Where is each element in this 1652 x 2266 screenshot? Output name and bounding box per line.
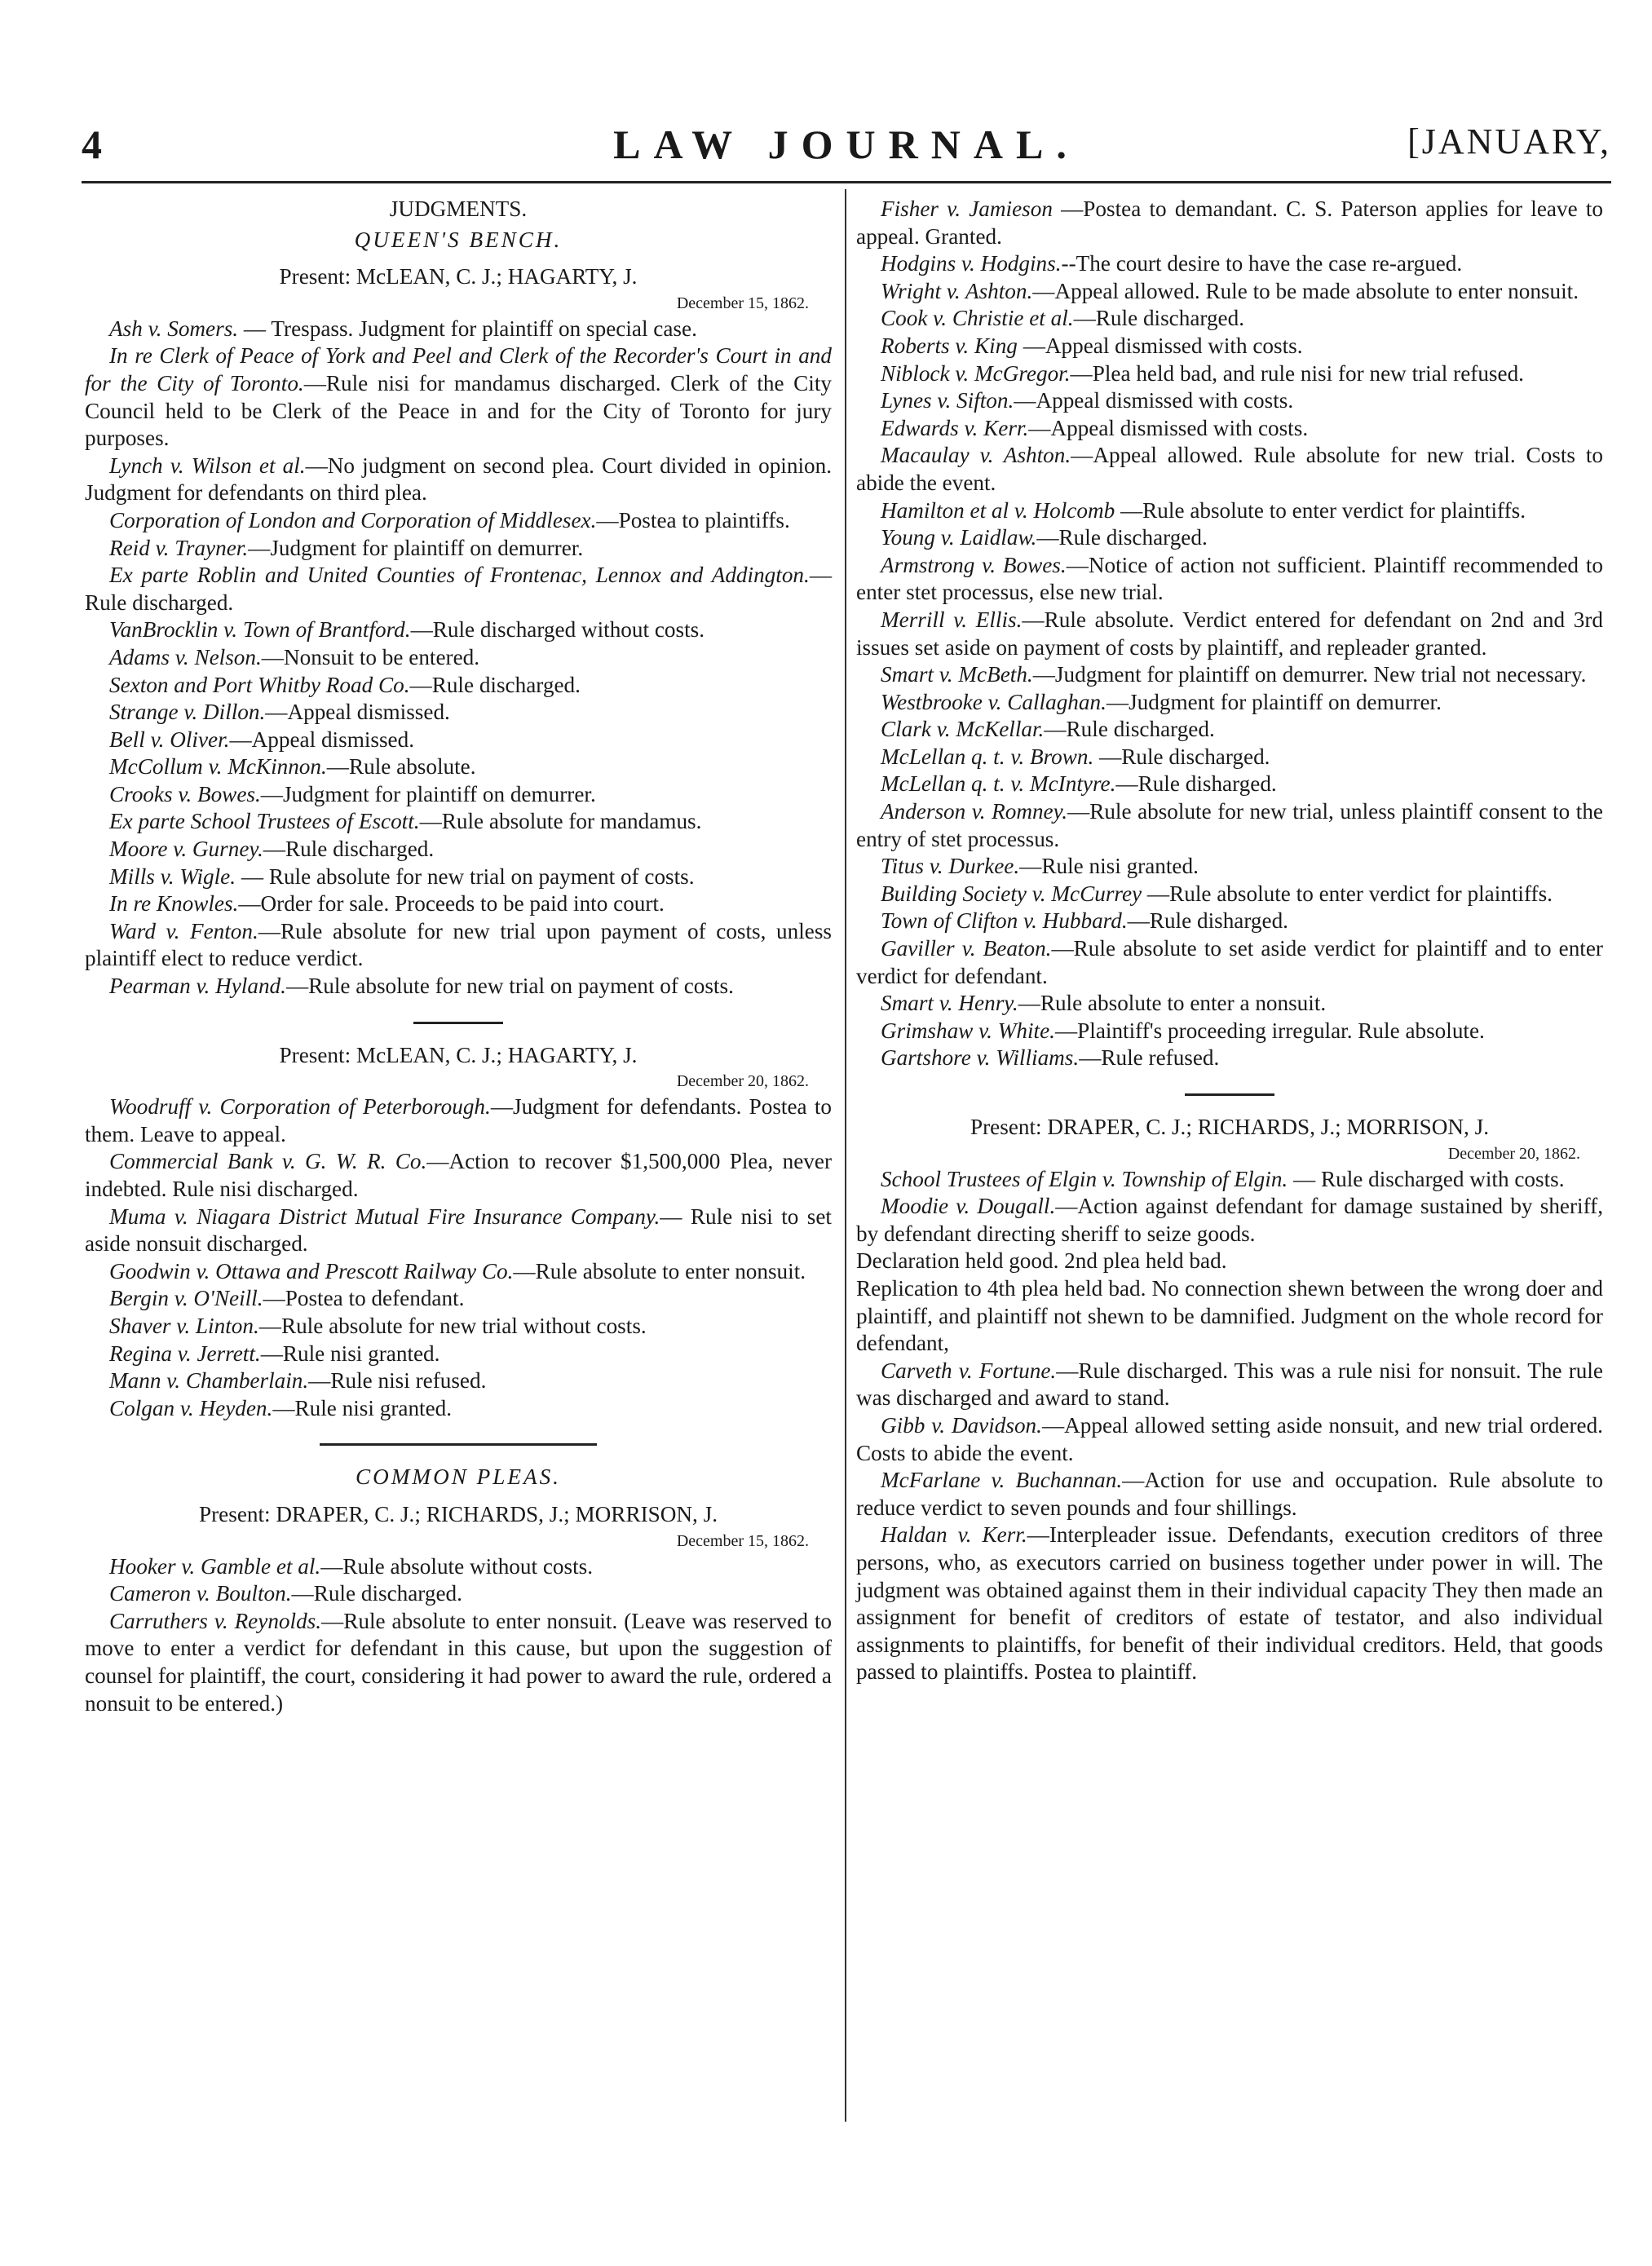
date-line: December 20, 1862. [676,1072,809,1091]
case-name: Mills v. Wigle. [109,864,236,889]
case-name: McLellan q. t. v. McIntyre. [881,771,1116,797]
case-entry [856,853,1603,881]
case-ruling: —Judgment for defendants. Postea to them. Leave to appeal. [85,1094,832,1146]
case-entry [85,342,832,452]
case-ruling: —Rule discharged. [85,563,832,615]
case-ruling: —Rule absolute to enter verdict for plaintiffs. [1142,881,1553,906]
case-ruling: — Rule absolute for new trial on payment of costs. [236,864,695,889]
case-entry [85,727,832,754]
case-entry [856,935,1603,990]
case-entry [856,1412,1603,1467]
case-name: Westbrooke v. Callaghan. [881,689,1106,714]
case-entry [85,316,832,343]
present-line: Present: DRAPER, C. J.; RICHARDS, J.; MORRISON, J. [199,1501,718,1526]
case-name: Titus v. Durkee. [881,854,1020,879]
case-entry [856,552,1603,607]
case-ruling: — Rule discharged with costs. [1288,1166,1565,1191]
case-ruling: —Rule disharged. [1115,771,1277,797]
column-divider [845,189,846,2122]
case-name: Ex parte Roblin and United Counties of Frontenac, Lennox and Addington. [109,563,810,588]
case-list [856,1166,1603,1248]
case-name: Gaviller v. Beaton. [881,936,1052,961]
case-name: Roberts v. King [881,333,1018,358]
case-ruling: —Rule refused. [1079,1045,1220,1071]
case-ruling: —Rule nisi refused. [308,1368,487,1394]
case-name: Smart v. Henry. [881,991,1018,1016]
case-entry [85,672,832,700]
case-name: Anderson v. Romney. [881,799,1067,824]
case-name: Wright v. Ashton. [881,278,1033,303]
case-name: Ward v. Fenton. [109,918,258,943]
section-separator [413,1022,503,1024]
case-ruling: —Rule discharged without costs. [410,617,705,643]
right-column [856,196,1603,1686]
case-ruling: --The court desire to have the case re-argued. [1061,251,1463,276]
case-entry [856,689,1603,717]
case-list [856,196,1603,1072]
case-entry [856,716,1603,744]
case-entry [85,1553,832,1581]
case-entry [856,1018,1603,1045]
case-list [856,1358,1603,1686]
case-ruling: —Rule absolute. Verdict entered for defendant on 2nd and 3rd issues set aside on payment of costs by plaintiff, and repleader granted. [856,607,1603,660]
court-heading-queens-bench: QUEEN'S BENCH. [354,227,563,252]
case-ruling: —Order for sale. Proceeds to be paid into court. [238,891,665,917]
case-entry [85,808,832,836]
case-ruling: —Action against defendant for damage sustained by sheriff, by defendant directing sheriff to seize goods. [856,1194,1604,1246]
case-name: Cook v. Christie et al. [881,306,1074,331]
case-entry [856,1358,1603,1412]
case-ruling: —Rule absolute. [326,754,476,780]
case-name: Grimshaw v. White. [881,1018,1055,1043]
case-name: Ex parte School Trustees of Escott. [109,809,420,834]
case-entry [856,607,1603,661]
case-entry [85,1395,832,1423]
case-ruling: —Rule nisi granted. [260,1341,440,1366]
case-ruling: —Rule absolute for new trial without costs. [258,1313,647,1338]
case-name: Regina v. Jerrett. [109,1341,261,1366]
case-ruling: —Appeal dismissed with costs. [1014,388,1294,413]
case-entry [856,196,1603,250]
case-ruling: —No judgment on second plea. Court divided in opinion. Judgment for defendants on third plea. [85,453,832,506]
case-entry [856,1045,1603,1072]
case-entry [85,1093,832,1148]
case-entry [856,333,1603,360]
case-name: Adams v. Nelson. [109,644,262,669]
case-text: Replication to 4th plea held bad. No connection shewn between the wrong doer and plaintiff, and plaintiff not shewn to be damnified. Judgment on the whole record for defendant, [856,1275,1603,1356]
case-name: Shaver v. Linton. [109,1313,259,1338]
date-line: December 20, 1862. [1447,1144,1580,1163]
case-ruling: —Rule absolute to set aside verdict for plaintiff and to enter verdict for defendant. [856,936,1603,988]
case-ruling: —Rule nisi granted. [1019,854,1199,879]
date-line: December 15, 1862. [676,1531,809,1550]
case-entry [85,973,832,1000]
case-ruling: —Rule disharged. [1127,908,1288,934]
case-entry [85,507,832,535]
case-ruling: —Appeal allowed setting aside nonsuit, and new trial ordered. Costs to abide the event. [856,1412,1603,1465]
case-entry [85,699,832,727]
case-name: Mann v. Chamberlain. [109,1368,309,1394]
case-entry [85,1608,832,1717]
case-entry [856,1467,1603,1522]
case-name: VanBrocklin v. Town of Brantford. [109,617,411,643]
case-name: Hooker v. Gamble et al. [109,1553,321,1579]
case-ruling: —Rule discharged. [291,1581,462,1606]
case-entry [856,387,1603,415]
case-entry [85,616,832,644]
case-ruling: —Action to recover $1,500,000 Plea, never indebted. Rule nisi discharged. [85,1149,833,1201]
case-ruling: —Appeal allowed. Rule to be made absolute to enter nonsuit. [1032,278,1579,303]
case-name: Cameron v. Boulton. [109,1581,292,1606]
journal-title: LAW JOURNAL. [613,121,1080,167]
case-entry [85,1367,832,1395]
case-name: Strange v. Dillon. [109,700,266,725]
case-name: Moore v. Gurney. [109,837,263,862]
case-entry [85,781,832,809]
court-heading-common-pleas: COMMON PLEAS. [356,1464,561,1490]
case-name: Reid v. Trayner. [109,535,249,560]
case-name: Edwards v. Kerr. [881,415,1029,440]
case-entry [856,1522,1603,1686]
case-entry [856,908,1603,935]
case-name: In re Knowles. [109,891,239,917]
case-name: Sexton and Port Whitby Road Co. [109,672,410,697]
case-ruling: —Appeal allowed. Rule absolute for new trial. Costs to abide the event. [856,443,1603,495]
case-entry [856,305,1603,333]
case-name: Carveth v. Fortune. [881,1358,1057,1383]
case-entry [856,360,1603,388]
header-month: [JANUARY, [1407,121,1611,161]
case-ruling: —Judgment for plaintiff on demurrer. [1106,689,1442,714]
case-name: Lynch v. Wilson et al. [109,453,306,478]
section-title: JUDGMENTS. [389,197,528,221]
case-ruling: —Rule absolute to enter verdict for plaintiffs. [1115,497,1526,523]
case-entry [85,836,832,864]
case-name: School Trustees of Elgin v. Township of Elgin. [881,1166,1288,1191]
case-ruling: —Rule absolute for new trial on payment of costs. [285,974,734,999]
case-entry [85,453,832,507]
case-ruling: —Appeal dismissed with costs. [1028,415,1309,440]
case-entry [856,524,1603,552]
case-name: Haldan v. Kerr. [881,1522,1027,1548]
case-name: McFarlane v. Buchannan. [881,1468,1123,1493]
case-ruling: —Postea to plaintiffs. [596,507,790,532]
case-name: Carruthers v. Reynolds. [109,1608,322,1633]
case-name: Woodruff v. Corporation of Peterborough. [109,1094,491,1120]
case-entry [856,881,1603,908]
case-text: Declaration held good. 2nd plea held bad. [856,1248,1227,1274]
present-line: Present: McLEAN, C. J.; HAGARTY, J. [279,1042,638,1067]
case-entry [856,744,1603,771]
case-entry [85,1341,832,1368]
case-ruling: —Notice of action not sufficient. Plaintiff recommended to enter stet processus, else new trial. [856,552,1603,605]
case-entry [856,990,1603,1018]
case-name: Fisher v. Jamieson [881,197,1053,221]
case-name: Merrill v. Ellis. [881,607,1023,632]
case-ruling: —Judgment for plaintiff on demurrer. New trial not necessary. [1032,662,1587,687]
case-entry [85,918,832,973]
case-ruling: —Rule absolute for new trial upon payment of costs, unless plaintiff elect to reduce verdict. [85,918,833,971]
case-entry [85,1204,832,1258]
case-entry [85,562,832,616]
case-ruling: —Rule discharged. [1073,306,1245,331]
case-list [85,1093,832,1422]
case-ruling: —Rule nisi for mandamus discharged. Clerk of the City Council held to be Clerk of the Peace in and for the City of Toronto for jury purposes. [85,370,832,451]
case-name: Gibb v. Davidson. [881,1412,1042,1438]
case-ruling: — Trespass. Judgment for plaintiff on special case. [238,316,697,341]
case-name: Town of Clifton v. Hubbard. [881,908,1128,934]
case-ruling: —Rule discharged. This was a rule nisi for nonsuit. The rule was discharged and award to stand. [856,1358,1604,1411]
case-name: Building Society v. McCurrey [881,881,1142,906]
case-name: Hodgins v. Hodgins. [881,251,1062,276]
case-entry [85,1285,832,1313]
case-entry [85,1148,832,1203]
case-name: Smart v. McBeth. [881,662,1033,687]
case-entry [856,250,1603,278]
case-name: Clark v. McKellar. [881,717,1045,742]
case-ruling: —Rule discharged. [409,672,581,697]
case-entry [85,1258,832,1286]
case-ruling: —Appeal dismissed. [265,700,450,725]
case-name: Bell v. Oliver. [109,727,230,752]
case-name: Ash v. Somers. [109,316,239,341]
case-entry [85,753,832,781]
case-ruling: —Rule absolute for new trial, unless plaintiff consent to the entry of stet processus. [856,799,1603,851]
case-name: Crooks v. Bowes. [109,781,261,806]
case-ruling: —Action for use and occupation. Rule absolute to reduce verdict to seven pounds and four shillings. [856,1468,1603,1520]
case-ruling: —Rule discharged. [1036,525,1208,550]
case-ruling: —Rule discharged. [1044,717,1215,742]
case-entry [856,1166,1603,1194]
case-ruling: —Appeal dismissed. [229,727,415,752]
case-list [85,1553,832,1718]
case-name: In re Clerk of Peace of York and Peel and Clerk of the Recorder's Court in and for the City of Toronto. [85,343,832,395]
case-ruling: —Rule discharged. [263,837,435,862]
case-name: Bergin v. O'Neill. [109,1286,263,1311]
case-name: Macaulay v. Ashton. [881,443,1071,468]
section-separator [320,1443,597,1446]
case-entry [85,890,832,918]
case-ruling: —Plea held bad, and rule nisi for new trial refused. [1070,360,1524,386]
case-ruling: —Rule nisi granted. [272,1395,453,1420]
section-separator [1185,1093,1274,1096]
case-entry [856,661,1603,689]
case-entry [85,535,832,563]
case-ruling: —Rule discharged. [1093,744,1270,769]
left-column [85,196,832,1717]
case-entry [856,442,1603,497]
case-name: Corporation of London and Corporation of Middlesex. [109,507,597,532]
page-header [82,121,1611,178]
case-ruling: —Appeal dismissed with costs. [1017,333,1303,358]
case-entry [85,1313,832,1341]
case-ruling: —Judgment for plaintiff on demurrer. [260,781,596,806]
case-ruling: —Postea to demandant. C. S. Paterson applies for leave to appeal. Granted. [856,197,1604,249]
case-entry [85,1580,832,1608]
case-ruling: —Judgment for plaintiff on demurrer. [248,535,584,560]
page-number: 4 [82,121,102,167]
date-line: December 15, 1862. [676,294,809,312]
case-ruling: —Rule absolute for mandamus. [419,809,702,834]
case-ruling: —Rule absolute to enter nonsuit. (Leave was reserved to move to enter a verdict for defendant in this cause, but upon the suggestion of counsel for plaintiff, the court, considering it had power to award the rule, ordered a nonsuit to be entered.) [85,1608,833,1716]
case-ruling: —Rule absolute without costs. [320,1553,593,1579]
case-list [85,316,832,1000]
present-line: Present: DRAPER, C. J.; RICHARDS, J.; MORRISON, J. [970,1115,1489,1139]
case-name: Muma v. Niagara District Mutual Fire Insurance Company. [109,1204,660,1229]
case-entry [856,798,1603,853]
case-name: Moodie v. Dougall. [881,1194,1056,1219]
present-line: Present: McLEAN, C. J.; HAGARTY, J. [279,264,638,289]
case-name: McCollum v. McKinnon. [109,754,327,780]
case-ruling: —Rule absolute to enter nonsuit. [513,1258,806,1283]
case-name: Young v. Laidlaw. [881,525,1037,550]
case-entry [856,278,1603,306]
case-ruling: —Plaintiff's proceeding irregular. Rule absolute. [1054,1018,1485,1043]
case-name: Hamilton et al v. Holcomb [881,497,1115,523]
case-name: Niblock v. McGregor. [881,360,1071,386]
case-ruling: —Rule absolute to enter a nonsuit. [1018,991,1327,1016]
case-entry [856,497,1603,525]
case-name: Pearman v. Hyland. [109,974,286,999]
case-name: Lynes v. Sifton. [881,388,1014,413]
case-name: McLellan q. t. v. Brown. [881,744,1094,769]
case-entry [856,1193,1603,1248]
case-name: Commercial Bank v. G. W. R. Co. [109,1149,427,1174]
case-entry [85,864,832,891]
case-ruling: —Postea to defendant. [263,1286,465,1311]
case-entry [856,771,1603,798]
header-rule [82,181,1611,183]
case-name: Goodwin v. Ottawa and Prescott Railway Co. [109,1258,514,1283]
case-ruling: — Rule nisi to set aside nonsuit discharged. [85,1204,832,1257]
case-name: Colgan v. Heyden. [109,1395,273,1420]
case-ruling: —Nonsuit to be entered. [261,644,480,669]
case-entry [85,644,832,672]
case-ruling: —Interpleader issue. Defendants, execution creditors of three persons, who, as executors carried on business together under power in will. The judgment was obtained against them in their individual capacity They then made an assignment for benefit of creditors of estate of testator, and also individual assignments to plaintiffs, for benefit of their individual creditors. Held, that goods passed to plaintiffs. Postea to plaintiff. [856,1522,1603,1685]
case-name: Armstrong v. Bowes. [881,552,1067,577]
case-name: Gartshore v. Williams. [881,1045,1080,1071]
case-entry [856,415,1603,443]
